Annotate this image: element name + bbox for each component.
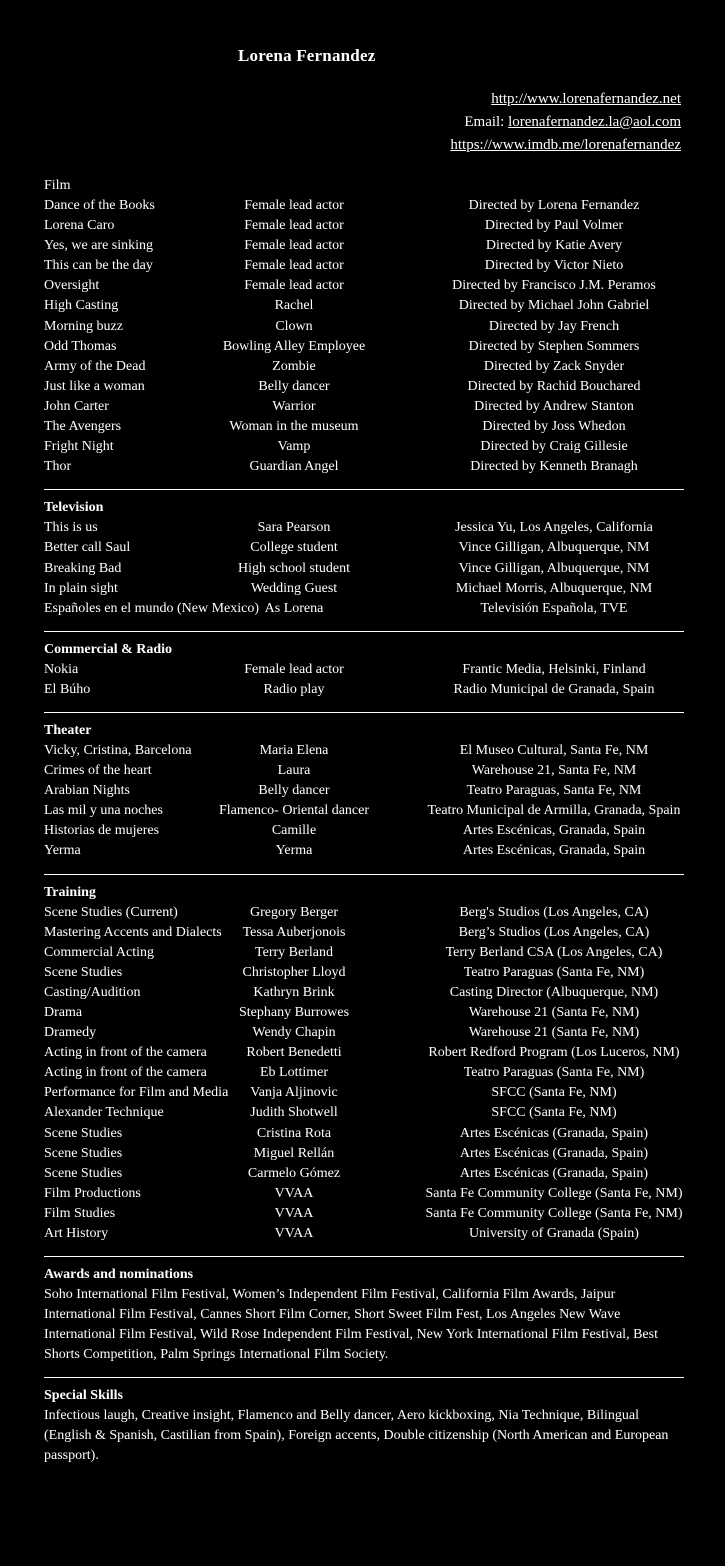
credit-detail: Directed by Victor Nieto xyxy=(484,258,624,274)
imdb-link[interactable]: https://www.imdb.me/lorenafernandez xyxy=(450,137,681,153)
credit-title: Casting/Audition xyxy=(44,984,141,1000)
credit-row xyxy=(44,1023,684,1043)
credit-title: Mastering Accents and Dialects xyxy=(44,924,222,940)
credit-role: Guardian Angel xyxy=(249,459,339,475)
credit-detail: Directed by Rachid Bouchared xyxy=(467,378,641,394)
credit-detail: Directed by Craig Gillesie xyxy=(480,439,628,455)
credit-row xyxy=(44,983,684,1003)
credit-row xyxy=(44,457,684,477)
credit-row xyxy=(44,1043,684,1063)
credit-detail: Teatro Paraguas, Santa Fe, NM xyxy=(466,783,642,799)
section-divider xyxy=(44,1256,684,1257)
credit-title: Breaking Bad xyxy=(44,560,122,576)
section-divider xyxy=(44,1377,684,1378)
credit-detail: Casting Director (Albuquerque, NM) xyxy=(449,984,659,1000)
credit-title: El Búho xyxy=(44,681,91,697)
credit-role: Tessa Auberjonois xyxy=(242,924,346,940)
credit-title: The Avengers xyxy=(44,419,122,435)
film-list xyxy=(44,196,684,477)
section-divider xyxy=(44,874,684,875)
section-divider xyxy=(44,712,684,713)
credit-row xyxy=(44,216,684,236)
credit-role: Eb Lottimer xyxy=(259,1065,329,1081)
credit-detail: Teatro Paraguas (Santa Fe, NM) xyxy=(463,1065,645,1081)
credit-role: Female lead actor xyxy=(244,661,344,677)
credit-title: Arabian Nights xyxy=(44,783,130,799)
credit-row xyxy=(44,1204,684,1224)
credit-title: Yerma xyxy=(44,843,81,859)
credit-detail: Vince Gilligan, Albuquerque, NM xyxy=(458,560,650,576)
credit-role: Female lead actor xyxy=(244,258,344,274)
section-title-training: Training xyxy=(44,884,96,900)
email-label: Email: xyxy=(464,114,505,130)
credit-role: High school student xyxy=(238,560,350,576)
credit-title: Acting in front of the camera xyxy=(44,1045,207,1061)
credit-detail: Vince Gilligan, Albuquerque, NM xyxy=(458,540,650,556)
television-list xyxy=(44,518,684,618)
credit-row xyxy=(44,741,684,761)
credit-title: Lorena Caro xyxy=(44,218,115,234)
credit-detail: Artes Escénicas (Granada, Spain) xyxy=(459,1125,649,1141)
commercial-list xyxy=(44,660,684,700)
credit-role: Yerma xyxy=(275,843,313,859)
credit-title: Commercial Acting xyxy=(44,944,155,960)
credit-title: Scene Studies xyxy=(44,1145,123,1161)
credit-detail: Santa Fe Community College (Santa Fe, NM) xyxy=(425,1205,683,1221)
credit-title: Just like a woman xyxy=(44,378,145,394)
credit-detail: Directed by Zack Snyder xyxy=(483,358,625,374)
credit-detail: Warehouse 21 (Santa Fe, NM) xyxy=(468,1025,640,1041)
resume-name: Lorena Fernandez xyxy=(238,46,376,65)
email-link[interactable]: lorenafernandez.la@aol.com xyxy=(508,114,681,130)
credit-detail: Directed by Michael John Gabriel xyxy=(458,298,650,314)
credit-title: Yes, we are sinking xyxy=(44,238,154,254)
credit-detail: Directed by Stephen Sommers xyxy=(468,338,640,354)
credit-row xyxy=(44,579,684,599)
credit-row xyxy=(44,417,684,437)
credit-row xyxy=(44,841,684,861)
credit-row xyxy=(44,337,684,357)
credit-title: Las mil y una noches xyxy=(44,803,163,819)
credit-title: Españoles en el mundo (New Mexico) xyxy=(44,600,259,616)
credit-detail: Terry Berland CSA (Los Angeles, CA) xyxy=(445,944,663,960)
credit-detail: Berg's Studios (Los Angeles, CA) xyxy=(459,904,649,920)
credit-role: Female lead actor xyxy=(244,218,344,234)
credit-row xyxy=(44,963,684,983)
section-divider xyxy=(44,631,684,632)
credit-title: Dramedy xyxy=(44,1025,97,1041)
credit-title: Alexander Technique xyxy=(44,1105,164,1121)
credit-title: Scene Studies (Current) xyxy=(44,904,178,920)
credit-title: John Carter xyxy=(44,398,109,414)
credit-role: Camille xyxy=(271,823,317,839)
credit-title: Morning buzz xyxy=(44,318,123,334)
credit-detail: El Museo Cultural, Santa Fe, NM xyxy=(459,742,649,758)
credit-detail: Frantic Media, Helsinki, Finland xyxy=(462,661,646,677)
credit-title: Historias de mujeres xyxy=(44,823,160,839)
credit-detail: Directed by Lorena Fernandez xyxy=(468,198,640,213)
credit-row xyxy=(44,1083,684,1103)
credit-row xyxy=(44,1184,684,1204)
credit-role: Wendy Chapin xyxy=(252,1025,336,1041)
credit-row xyxy=(44,357,684,377)
credit-detail: Robert Redford Program (Los Luceros, NM) xyxy=(428,1045,680,1061)
credit-role: VVAA xyxy=(274,1226,314,1242)
credit-row xyxy=(44,943,684,963)
credit-title: Nokia xyxy=(44,661,79,677)
credit-row xyxy=(44,437,684,457)
credit-detail: SFCC (Santa Fe, NM) xyxy=(491,1105,617,1121)
credit-row xyxy=(44,660,684,680)
credit-detail: Santa Fe Community College (Santa Fe, NM) xyxy=(425,1185,683,1201)
credit-detail: Artes Escénicas, Granada, Spain xyxy=(462,843,646,859)
credit-role: Female lead actor xyxy=(244,238,344,254)
credit-title: Thor xyxy=(44,459,72,475)
resume-content xyxy=(44,176,684,1466)
credit-row xyxy=(44,903,684,923)
section-title-film: Film xyxy=(44,178,71,193)
credit-row xyxy=(44,781,684,801)
credit-detail: Berg’s Studios (Los Angeles, CA) xyxy=(458,924,650,940)
credit-detail: Radio Municipal de Granada, Spain xyxy=(453,681,655,697)
credit-role: Maria Elena xyxy=(259,742,329,758)
credit-detail: Directed by Jay French xyxy=(488,318,620,334)
credit-title: Dance of the Books xyxy=(44,198,155,213)
credit-title: Odd Thomas xyxy=(44,338,117,354)
credit-role: Wedding Guest xyxy=(250,580,338,596)
credit-row xyxy=(44,276,684,296)
credit-title: High Casting xyxy=(44,298,119,314)
credit-row xyxy=(44,680,684,700)
credit-row xyxy=(44,196,684,216)
credit-row xyxy=(44,1103,684,1123)
credit-row xyxy=(44,256,684,276)
credit-detail: Teatro Paraguas (Santa Fe, NM) xyxy=(463,964,645,980)
credit-row xyxy=(44,1063,684,1083)
credit-row xyxy=(44,377,684,397)
credit-role: Miguel Rellán xyxy=(253,1145,335,1161)
credit-detail: Directed by Katie Avery xyxy=(485,238,623,254)
credit-role: Sara Pearson xyxy=(257,520,331,536)
credit-title: Acting in front of the camera xyxy=(44,1065,207,1081)
credit-role: Flamenco- Oriental dancer xyxy=(218,803,370,819)
credit-role: Zombie xyxy=(272,358,316,374)
credit-role: Vanja Aljinovic xyxy=(250,1085,338,1101)
credit-detail: Directed by Kenneth Branagh xyxy=(470,459,638,475)
credit-title: Fright Night xyxy=(44,439,114,455)
credit-role: Rachel xyxy=(274,298,314,314)
credit-row xyxy=(44,236,684,256)
credit-row xyxy=(44,1164,684,1184)
credit-title: This is us xyxy=(44,520,98,536)
credit-row xyxy=(44,1224,684,1244)
credit-detail: Directed by Joss Whedon xyxy=(482,419,626,435)
credit-title: Vicky, Cristina, Barcelona xyxy=(44,742,192,758)
credit-row xyxy=(44,317,684,337)
credit-row xyxy=(44,518,684,538)
website-link[interactable]: http://www.lorenafernandez.net xyxy=(491,91,681,107)
credit-role: Female lead actor xyxy=(244,278,344,294)
credit-detail: Jessica Yu, Los Angeles, California xyxy=(455,520,653,536)
credit-title: Oversight xyxy=(44,278,100,294)
credit-role: Cristina Rota xyxy=(256,1125,332,1141)
credit-role: Carmelo Gómez xyxy=(247,1165,341,1181)
skills-text: Infectious laugh, Creative insight, Flamenco and Belly dancer, Aero kickboxing, Nia Technique, Bilingual (English & Spanish, Castilian from Spain), Foreign accents, Double citizenship (North American and European passport). xyxy=(44,1408,669,1464)
credit-row xyxy=(44,397,684,417)
credit-title: Performance for Film and Media xyxy=(44,1085,229,1101)
contact-block xyxy=(450,88,681,157)
credit-title: Film Productions xyxy=(44,1185,141,1201)
credit-role: Vamp xyxy=(277,439,311,455)
credit-role: College student xyxy=(250,540,338,556)
credit-detail: Directed by Paul Volmer xyxy=(484,218,624,234)
credit-title: In plain sight xyxy=(44,580,118,596)
credit-role: Warrior xyxy=(272,398,316,414)
theater-list xyxy=(44,741,684,862)
section-title-skills: Special Skills xyxy=(44,1388,123,1404)
section-title-theater: Theater xyxy=(44,722,92,738)
credit-title: Crimes of the heart xyxy=(44,763,152,779)
credit-role: Woman in the museum xyxy=(229,419,359,435)
credit-detail: SFCC (Santa Fe, NM) xyxy=(491,1085,617,1101)
credit-role: VVAA xyxy=(274,1205,314,1221)
credit-row xyxy=(44,1124,684,1144)
credit-role: Belly dancer xyxy=(258,783,330,799)
section-title-awards: Awards and nominations xyxy=(44,1267,194,1283)
section-title-television: Television xyxy=(44,500,104,516)
credit-role: Kathryn Brink xyxy=(253,984,335,1000)
credit-row xyxy=(44,1144,684,1164)
credit-row xyxy=(44,923,684,943)
credit-detail: Televisión Española, TVE xyxy=(480,600,628,616)
credit-role: Female lead actor xyxy=(244,198,344,213)
credit-title: This can be the day xyxy=(44,258,153,274)
section-title-commercial: Commercial & Radio xyxy=(44,641,173,657)
credit-row xyxy=(44,538,684,558)
credit-role: Terry Berland xyxy=(255,944,333,960)
credit-detail: Teatro Municipal de Armilla, Granada, Spain xyxy=(427,803,681,819)
credit-title: Drama xyxy=(44,1005,83,1020)
credit-detail: Artes Escénicas, Granada, Spain xyxy=(462,823,646,839)
credit-row xyxy=(44,559,684,579)
credit-role: Judith Shotwell xyxy=(250,1105,338,1121)
credit-row xyxy=(44,296,684,316)
credit-row xyxy=(44,801,684,821)
credit-title: Scene Studies xyxy=(44,1125,123,1141)
section-divider xyxy=(44,489,684,490)
credit-row xyxy=(44,761,684,781)
training-list xyxy=(44,903,684,1245)
credit-row xyxy=(44,1003,684,1023)
credit-role: Belly dancer xyxy=(258,378,330,394)
credit-title: Film Studies xyxy=(44,1205,116,1221)
credit-role: Christopher Lloyd xyxy=(242,964,346,980)
credit-title: Better call Saul xyxy=(44,540,131,556)
credit-title: Art History xyxy=(44,1226,109,1242)
credit-detail: Warehouse 21, Santa Fe, NM xyxy=(471,763,637,779)
credit-row xyxy=(44,821,684,841)
credit-detail: Michael Morris, Albuquerque, NM xyxy=(455,580,653,596)
credit-detail: University of Granada (Spain) xyxy=(469,1226,639,1242)
credit-role: Bowling Alley Employee xyxy=(222,338,366,354)
credit-detail: Directed by Andrew Stanton xyxy=(474,398,634,414)
credit-title: Scene Studies xyxy=(44,1165,123,1181)
credit-row xyxy=(44,599,684,619)
credit-role: Radio play xyxy=(263,681,325,697)
credit-detail: Warehouse 21 (Santa Fe, NM) xyxy=(468,1005,640,1020)
credit-detail: Artes Escénicas (Granada, Spain) xyxy=(459,1145,649,1161)
credit-role: As Lorena xyxy=(264,600,324,616)
credit-role: Clown xyxy=(275,318,313,334)
credit-detail: Artes Escénicas (Granada, Spain) xyxy=(459,1165,649,1181)
credit-title: Scene Studies xyxy=(44,964,123,980)
credit-title: Army of the Dead xyxy=(44,358,146,374)
credit-role: Laura xyxy=(277,763,311,779)
credit-role: Robert Benedetti xyxy=(246,1045,342,1061)
credit-detail: Directed by Francisco J.M. Peramos xyxy=(452,278,656,294)
awards-text: Soho International Film Festival, Women’s Independent Film Festival, California Film Awards, Jaipur International Film Festival, Cannes Short Film Corner, Short Sweet Film Fest, Los Angeles New Wave International Film Festival, Wild Rose Independent Film Festival, New York International Film Festival, Best Shorts Competition, Palm Springs International Film Society. xyxy=(44,1287,658,1363)
credit-role: VVAA xyxy=(274,1185,314,1201)
credit-role: Gregory Berger xyxy=(250,904,338,920)
credit-role: Stephany Burrowes xyxy=(238,1005,350,1020)
